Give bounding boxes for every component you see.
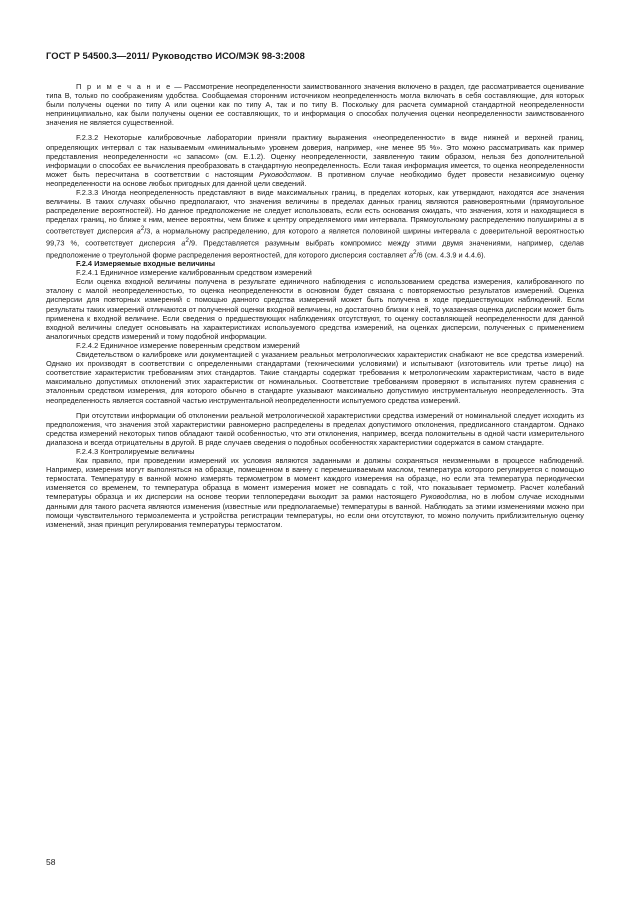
variable: a [321,226,326,236]
page-number: 58 [46,857,56,867]
superscript: 2 [413,248,417,256]
variable: a [181,238,186,248]
text-run: F.2.3.2 Некоторые калибровочные лаборатории приняли практику выражения «неопределенности» в виде нижней и верхней границ, определяющих интервал с так называемым «минимальным» уровнем доверия, например, «не менее 95 %». Это можно рассматривать как пример представления неопределенности «с запасом» (см. Е.1.2). Оценку неопределенности, заявленную таким образом, нельзя без дополнительной информации о способах ее вычисления преобразовать в стандартную неопределенность. Если такая информация имеется, то оценка неопределенности может быть пересчитана в соответствии с настоящим [46,133,584,179]
text-run: в соответствует дисперсия [46,215,584,236]
text-run: /9. Представляется разумным выбрать компромисс между этими двумя значениями, например, сделав предположение о треугольной форме распределения вероятностей, для которого дисперсия составляет [46,238,584,259]
subsection-heading-f243: F.2.4.3 Контролируемые величины [76,446,195,456]
subsection-heading-f241: F.2.4.1 Единичное измерение калиброванным средством измерений [76,268,312,278]
paragraph-f242b: При отсутствии информации об отклонении реальной метрологической характеристики средства измерений от номинальной следует исходить из предположения, что значения этой характеристики равномерно распределены в пределах допустимого отклонения, предписанного стандартом. Однако средства измерений некоторых типов обладают такой особенностью, что эти отклонения, например, всегда положительны в одной части измерительного диапазона и всегда отрицательны в другой. В ряде случаев сведения о подобных особенностях характеристики содержатся в самом стандарте. [46,410,584,447]
variable: a [573,215,578,225]
paragraph-f242a: Свидетельством о калибровке или документацией с указанием реальных метрологических характеристик снабжают не все средства измерений. Однако их производят в соответствии с определенными стандартами (техническими условиями) и испытывают (изготовитель или третье лицо) на соответствие характеристик требованиям этих стандартов. Такие стандарты содержат требования к метрологическим характеристикам, часто в виде максимально допустимых отклонений этих характеристик от номинальных. Соответствие требованиям проверяют в испытаниях путем сравнения с эталонным средством измерения, для которого обычно в стандарте указывают максимально допустимую инструментальную неопределенность. Эта неопределенность является составной частью инструментальной неопределенности испытуемого средства измерений. [46,350,584,405]
variable: a [136,226,141,236]
text-run: является половиной ширины интервала с доверительной вероятностью 99,73 %, соответствует дисперсия [46,226,584,248]
page-header: ГОСТ Р 54500.3—2011/ Руководство ИСО/МЭК 98-3:2008 [46,50,305,61]
superscript: 2 [140,225,145,233]
emphasis: Руководством [259,169,310,179]
note-text: — Рассмотрение неопределенности заимствованного значения включено в раздел, где рассматривается оценивание типа В, только по соображениям удобства. Сообщаемая сторонним источником неопределенность могла включать в себя составляющие, для которых были получены оценки по типу А или оценки как по типу А, так и по типу В. Поскольку для расчета суммарной стандартной неопределенности неприниципиально, как были получены оценки ее составляющих, то и информация о способах получения оценки неопределенности заимствованного значения не является существенной. [46,82,584,128]
text-run: F.2.3.3 Иногда неопределенность представляют в виде максимальных границ, в пределах которых, как утверждают, находятся [76,188,538,198]
emphasis: Руководства [420,492,467,502]
text-run: значения величины. В таких случаях обычно предполагают, что значения величины в пределах данных границ являются равновероятными (прямоугольное распределение вероятностей). Но данное предположение не следует использовать, если есть основания ожидать, что значения, хотя и находящиеся в пределах границ, но ближе к ним, менее вероятны, чем ближе к центру определяемого ими интервала. Прямоугольному распределению полуширины [46,188,584,225]
paragraph-f232 [46,133,584,188]
text-run: . В противном случае необходимо будет провести независимую оценку неопределенности на основе любых пригодных для данной цели сведений. [46,169,584,188]
note-paragraph [46,82,584,127]
emphasis: все [537,188,549,198]
page-content [46,82,584,529]
paragraph-f233 [46,188,584,259]
text-run: Как правило, при проведении измерений их условия являются заданными и должны сохраняться неизменными в процессе наблюдений. Например, измерения могут выполняться на образце, помещенном в ванну с перемешиваемым маслом, температура которого регулируется с помощью термостата. Температуру в ванной можно измерять термометром в момент каждого измерения на образце, но если эта температура периодически изменяется со временем, то температура образца в момент измерения может не совпадать с той, что показывает термометр. Расчет колебаний температуры образца и их дисперсии на основе теории теплопередачи выходит за рамки настоящего [46,456,584,502]
text-run: , но в любом случае исходными данными для такого расчета являются изменения (известные или предполагаемые) температуры в ванной. Наблюдать за этими изменениями можно при помощи чувствительного термоэлемента и устройства регистрации температуры, но если они отсутствуют, то можно получить приблизительную оценку изменений, зная принцип регулирования температуры термостатом. [46,492,584,529]
paragraph-f241: Если оценка входной величины получена в результате единичного наблюдения с использованием средства измерения, калиброванного по эталону с малой неопределенностью, то оценка неопределенности в основном будет связана с повторяемостью результатов измерений. Оценка дисперсии для повторных измерений с помощью данного средства измерений может быть получена в ходе предшествующих наблюдений. Если результаты таких измерений отличаются от полученной оценки входной величины, но достаточно близки к ней, то указанная оценка дисперсии может быть применена к входной величине. Если сведения о предшествующих наблюдениях отсутствуют, то оценку составляющей неопределенности для данной входной величины следует основывать на характеристиках используемого средства измерений, на оценках дисперсии, полученных с применением аналогичных средств измерений и тому подобной информации. [46,277,584,341]
note-label: П р и м е ч а н и е [76,82,172,91]
paragraph-f243 [46,456,584,529]
text-run: /6 (см. 4.3.9 и 4.4.6). [416,250,486,259]
section-heading-f24: F.2.4 Измеряемые входные величины [76,259,216,269]
superscript: 2 [185,236,189,244]
text-run: /3, а нормальному распределению, для которого [144,226,322,236]
variable: a [408,250,414,259]
subsection-heading-f242: F.2.4.2 Единичное измерение поверенным средством измерений [76,340,300,350]
